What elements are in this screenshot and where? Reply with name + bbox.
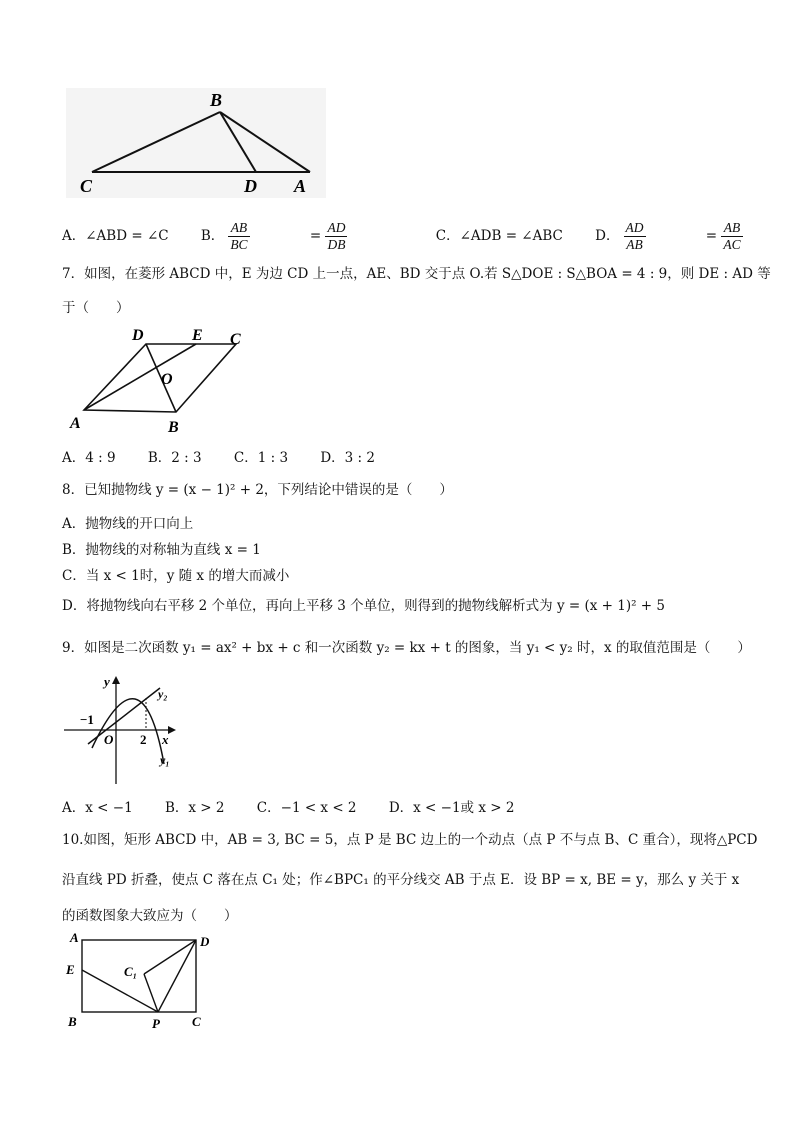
- label-y: y: [104, 674, 110, 689]
- q9-figure: [62, 672, 182, 788]
- q7-stem-line2: 于（ ）: [62, 300, 130, 316]
- q7-options: [62, 448, 403, 468]
- q10-stem-line2: 沿直线 PD 折叠，使点 C 落在点 C₁ 处；作∠BPC₁ 的平分线交 AB 于点 E．设 BP = x, BE = y，那么 y 关于 x: [62, 872, 740, 888]
- label-2: 2: [140, 732, 147, 747]
- label-neg1: −1: [80, 712, 94, 727]
- label-b: B: [168, 419, 179, 436]
- label-x: x: [162, 732, 169, 747]
- q10-stem-line1: 10.如图，矩形 ABCD 中，AB = 3, BC = 5，点 P 是 BC 边上的一个动点（点 P 不与点 B、C 重合），现将△PCD: [62, 832, 758, 848]
- q6-figure: [66, 88, 326, 198]
- q6-option-a[interactable]: A．∠ABD = ∠C: [62, 228, 169, 244]
- q8-stem: 8．已知抛物线 y = (x − 1)² + 2，下列结论中错误的是（ ）: [62, 482, 453, 498]
- label-c: C: [230, 331, 241, 348]
- q7-option-a[interactable]: A．4 : 9: [62, 450, 116, 466]
- q9-option-b[interactable]: B．x > 2: [164, 800, 225, 816]
- label-e: E: [66, 962, 75, 977]
- label-c1: C₁: [124, 964, 138, 979]
- q6-option-d[interactable]: D． $\frac{AD}{AB}$ = $\frac{AB}{AC}$: [595, 220, 741, 252]
- q7-option-b[interactable]: B．2 : 3: [147, 450, 202, 466]
- q8-option-c[interactable]: C．当 x < 1时，y 随 x 的增大而减小: [62, 568, 290, 584]
- q9-options: [62, 798, 542, 818]
- q7-stem-line1: 7．如图，在菱形 ABCD 中，E 为边 CD 上一点，AE、BD 交于点 O.若 S△DOE : S△BOA = 4 : 9，则 DE : AD 等: [62, 266, 771, 282]
- label-d: D: [244, 176, 257, 196]
- label-d: D: [132, 327, 144, 344]
- q6-option-b[interactable]: B． $\frac{AB}{BC}$ = $\frac{AD}{DB}$: [200, 220, 346, 252]
- q7-option-c[interactable]: C．1 : 3: [233, 450, 289, 466]
- q9-stem: 9．如图是二次函数 y₁ = ax² + bx + c 和一次函数 y₂ = kx + t 的图象，当 y₁ < y₂ 时，x 的取值范围是（ ）: [62, 640, 751, 656]
- label-c: C: [192, 1014, 201, 1029]
- label-b: B: [68, 1014, 77, 1029]
- q6-option-c[interactable]: C．∠ADB = ∠ABC: [435, 228, 563, 244]
- label-a: A: [294, 176, 307, 196]
- label-o: O: [161, 371, 173, 388]
- label-a: A: [70, 930, 79, 945]
- label-d: D: [200, 934, 210, 949]
- label-p: P: [152, 1016, 160, 1031]
- label-e: E: [192, 327, 203, 344]
- label-c: C: [80, 176, 93, 196]
- q10-stem-line3: 的函数图象大致应为（ ）: [62, 908, 238, 924]
- q7-figure: [66, 324, 266, 440]
- q9-option-a[interactable]: A．x < −1: [62, 800, 133, 816]
- q6-options: [62, 218, 794, 254]
- q8-option-b[interactable]: B．抛物线的对称轴为直线 x = 1: [62, 542, 261, 558]
- q8-option-a[interactable]: A．抛物线的开口向上: [62, 516, 194, 532]
- q7-option-d[interactable]: D．3 : 2: [320, 450, 375, 466]
- label-y2: y₂: [158, 687, 168, 701]
- q8-option-d[interactable]: D．将抛物线向右平移 2 个单位，再向上平移 3 个单位，则得到的抛物线解析式为 y = (x + 1)² + 5: [62, 598, 666, 614]
- q9-option-c[interactable]: C．−1 < x < 2: [256, 800, 357, 816]
- q9-option-d[interactable]: D．x < −1或 x > 2: [388, 800, 515, 816]
- label-a: A: [70, 415, 81, 432]
- q10-figure: [62, 928, 232, 1032]
- label-o: O: [104, 732, 114, 747]
- label-y1: y₁: [160, 753, 170, 767]
- label-b: B: [210, 90, 223, 110]
